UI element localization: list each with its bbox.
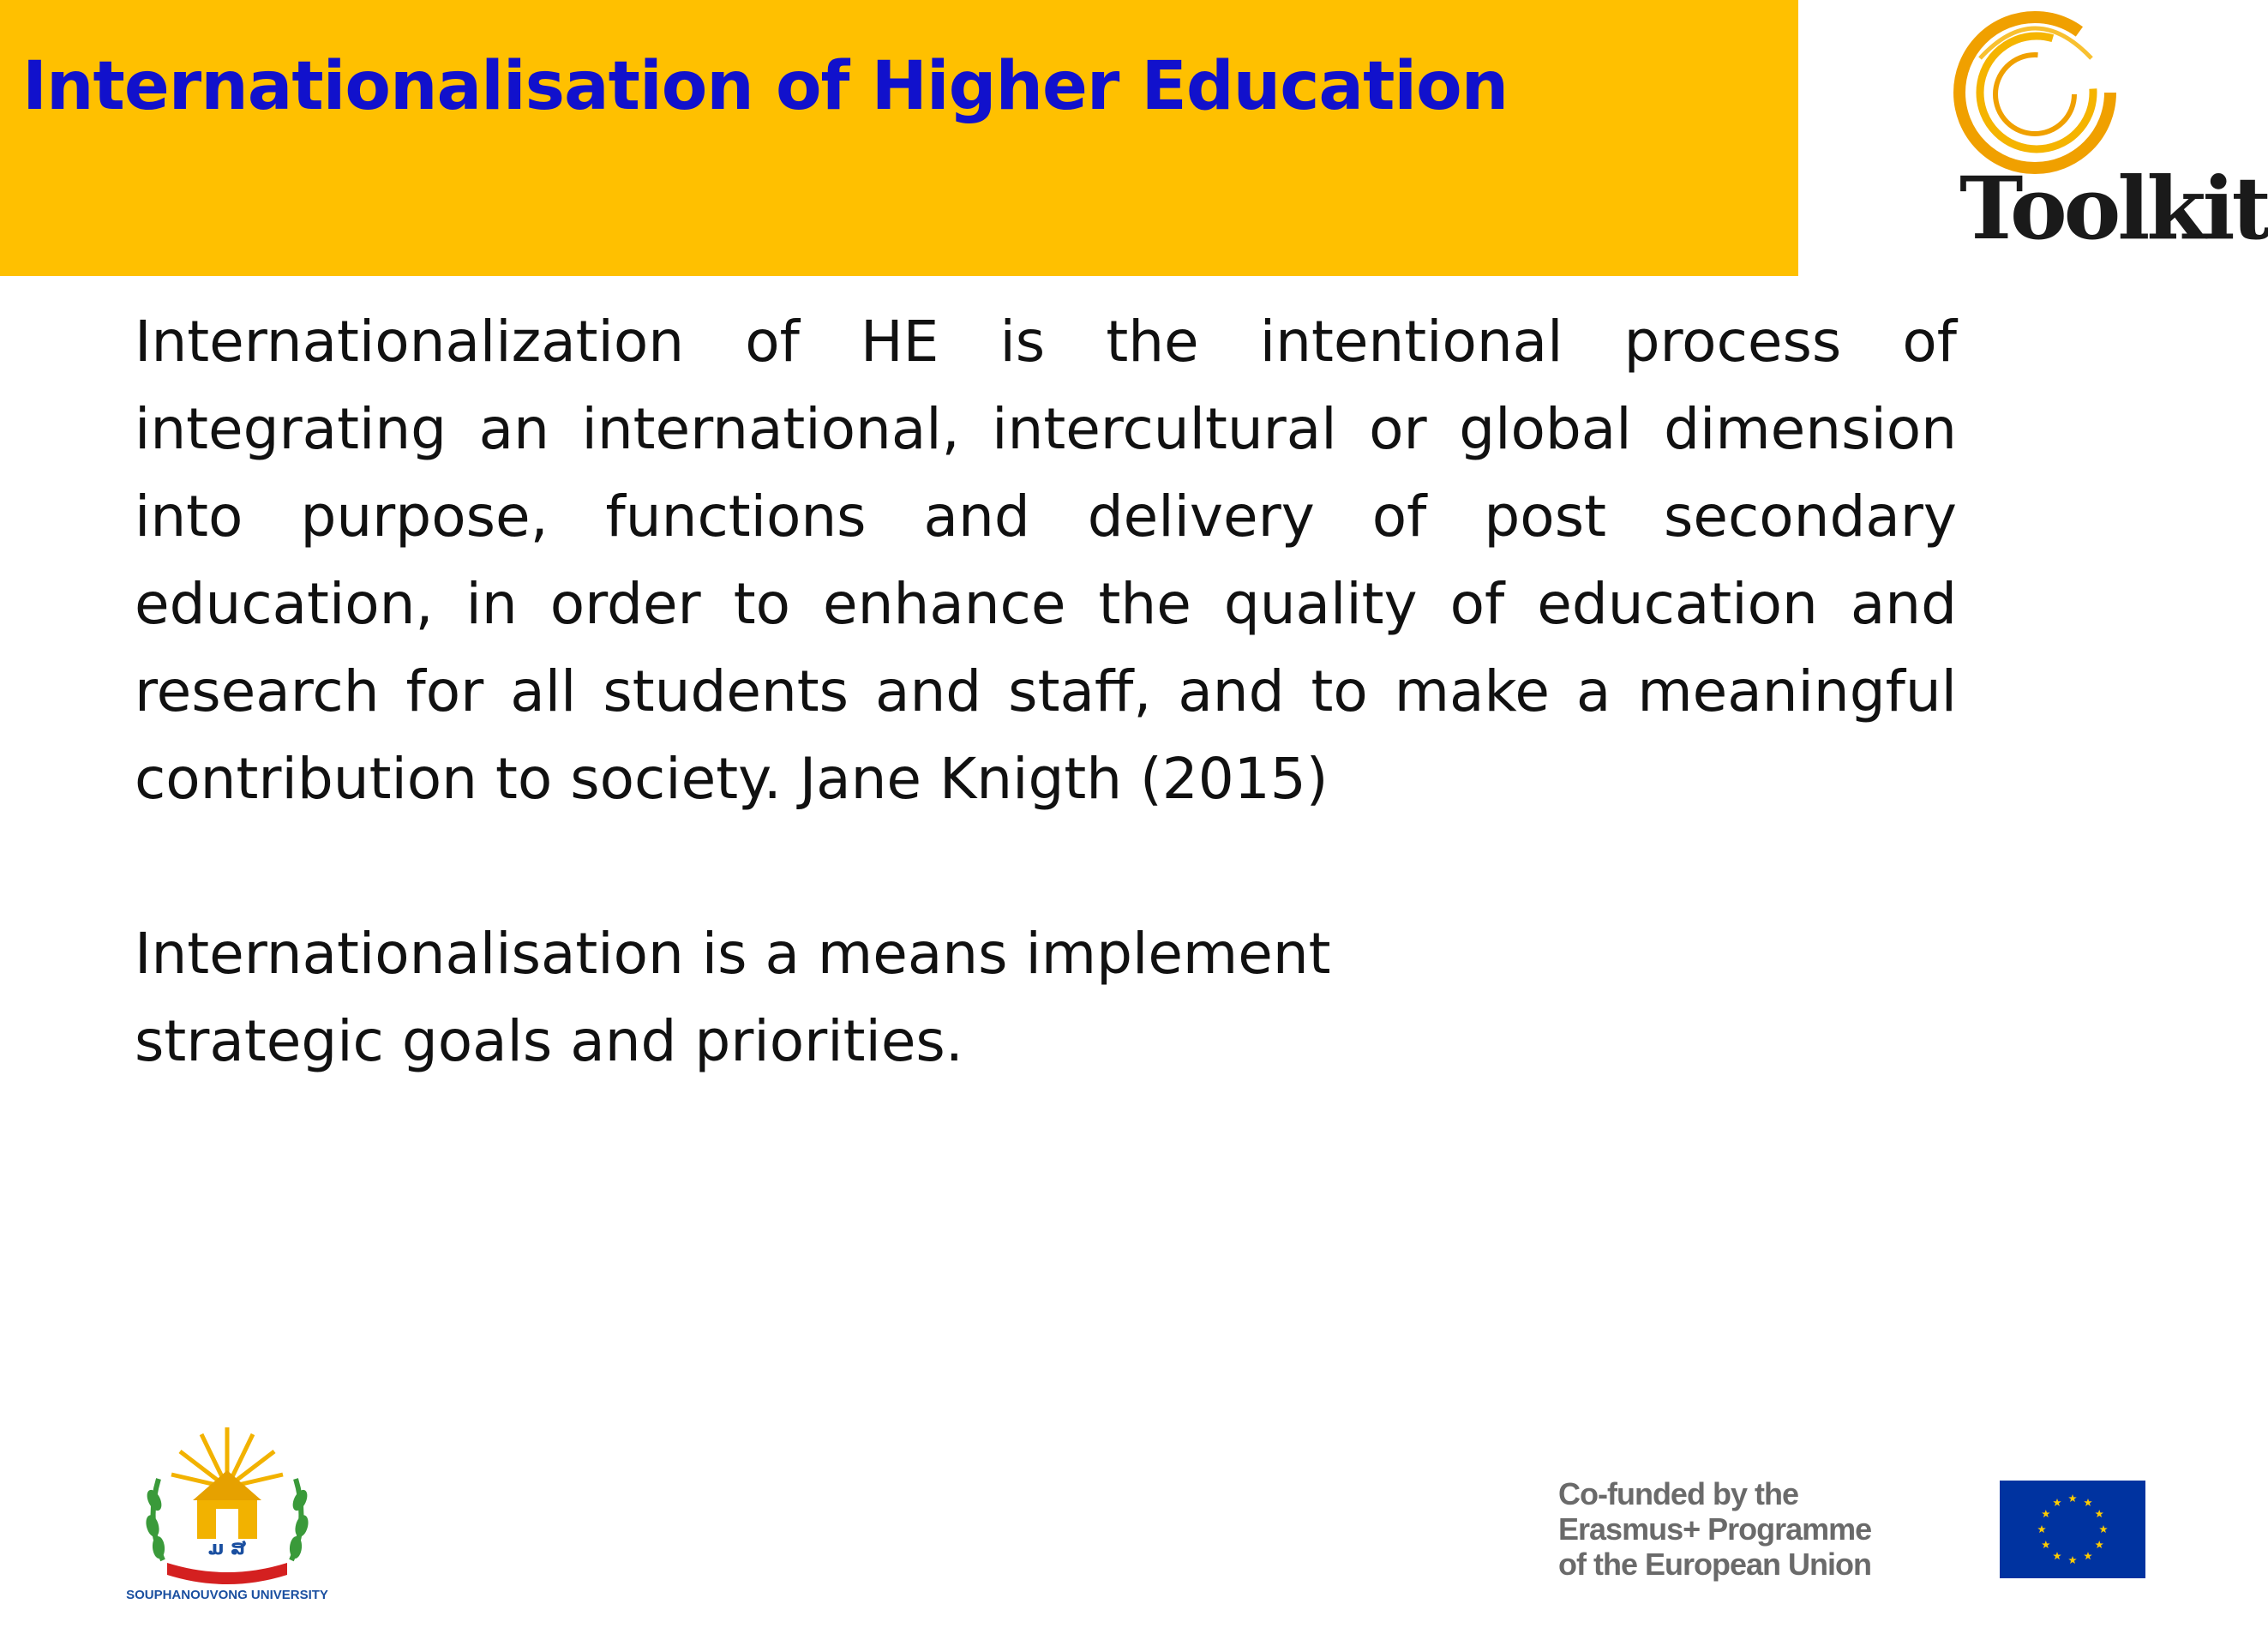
university-name: SOUPHANOUVONG UNIVERSITY <box>126 1588 328 1602</box>
slide-body <box>135 298 1957 1085</box>
definition-paragraph: Internationalization of HE is the intentional process of integrating an international, intercultural or global dimension into purpose, functions and delivery of post secondary education, in order to enhance the quality of education and research for all students and staff, and to make a meaningful contribution to society. Jane Knigth (2015) <box>135 309 1957 812</box>
slide-title: Internationalisation of Higher Education <box>22 48 1509 125</box>
paragraph-spacer <box>135 823 1957 910</box>
title-banner <box>0 0 1798 276</box>
cofunded-line: Co-funded by the <box>1558 1476 1798 1511</box>
statement-paragraph: Internationalisation is a means implement strategic goals and priorities. <box>135 921 1331 1074</box>
svg-text:ມ ສ: ມ ສ <box>207 1538 247 1559</box>
cofunded-line: Erasmus+ Programme <box>1558 1511 1872 1547</box>
toolkit-wordmark: Toolkit <box>1959 158 2268 259</box>
cofunded-line: of the European Union <box>1558 1547 1871 1582</box>
university-emblem-icon <box>120 1419 334 1607</box>
cofunded-statement <box>1558 1476 1871 1582</box>
eu-flag-icon <box>2000 1481 2145 1578</box>
toolkit-logo <box>1946 7 2268 264</box>
sun-spiral-icon <box>1946 7 2126 178</box>
